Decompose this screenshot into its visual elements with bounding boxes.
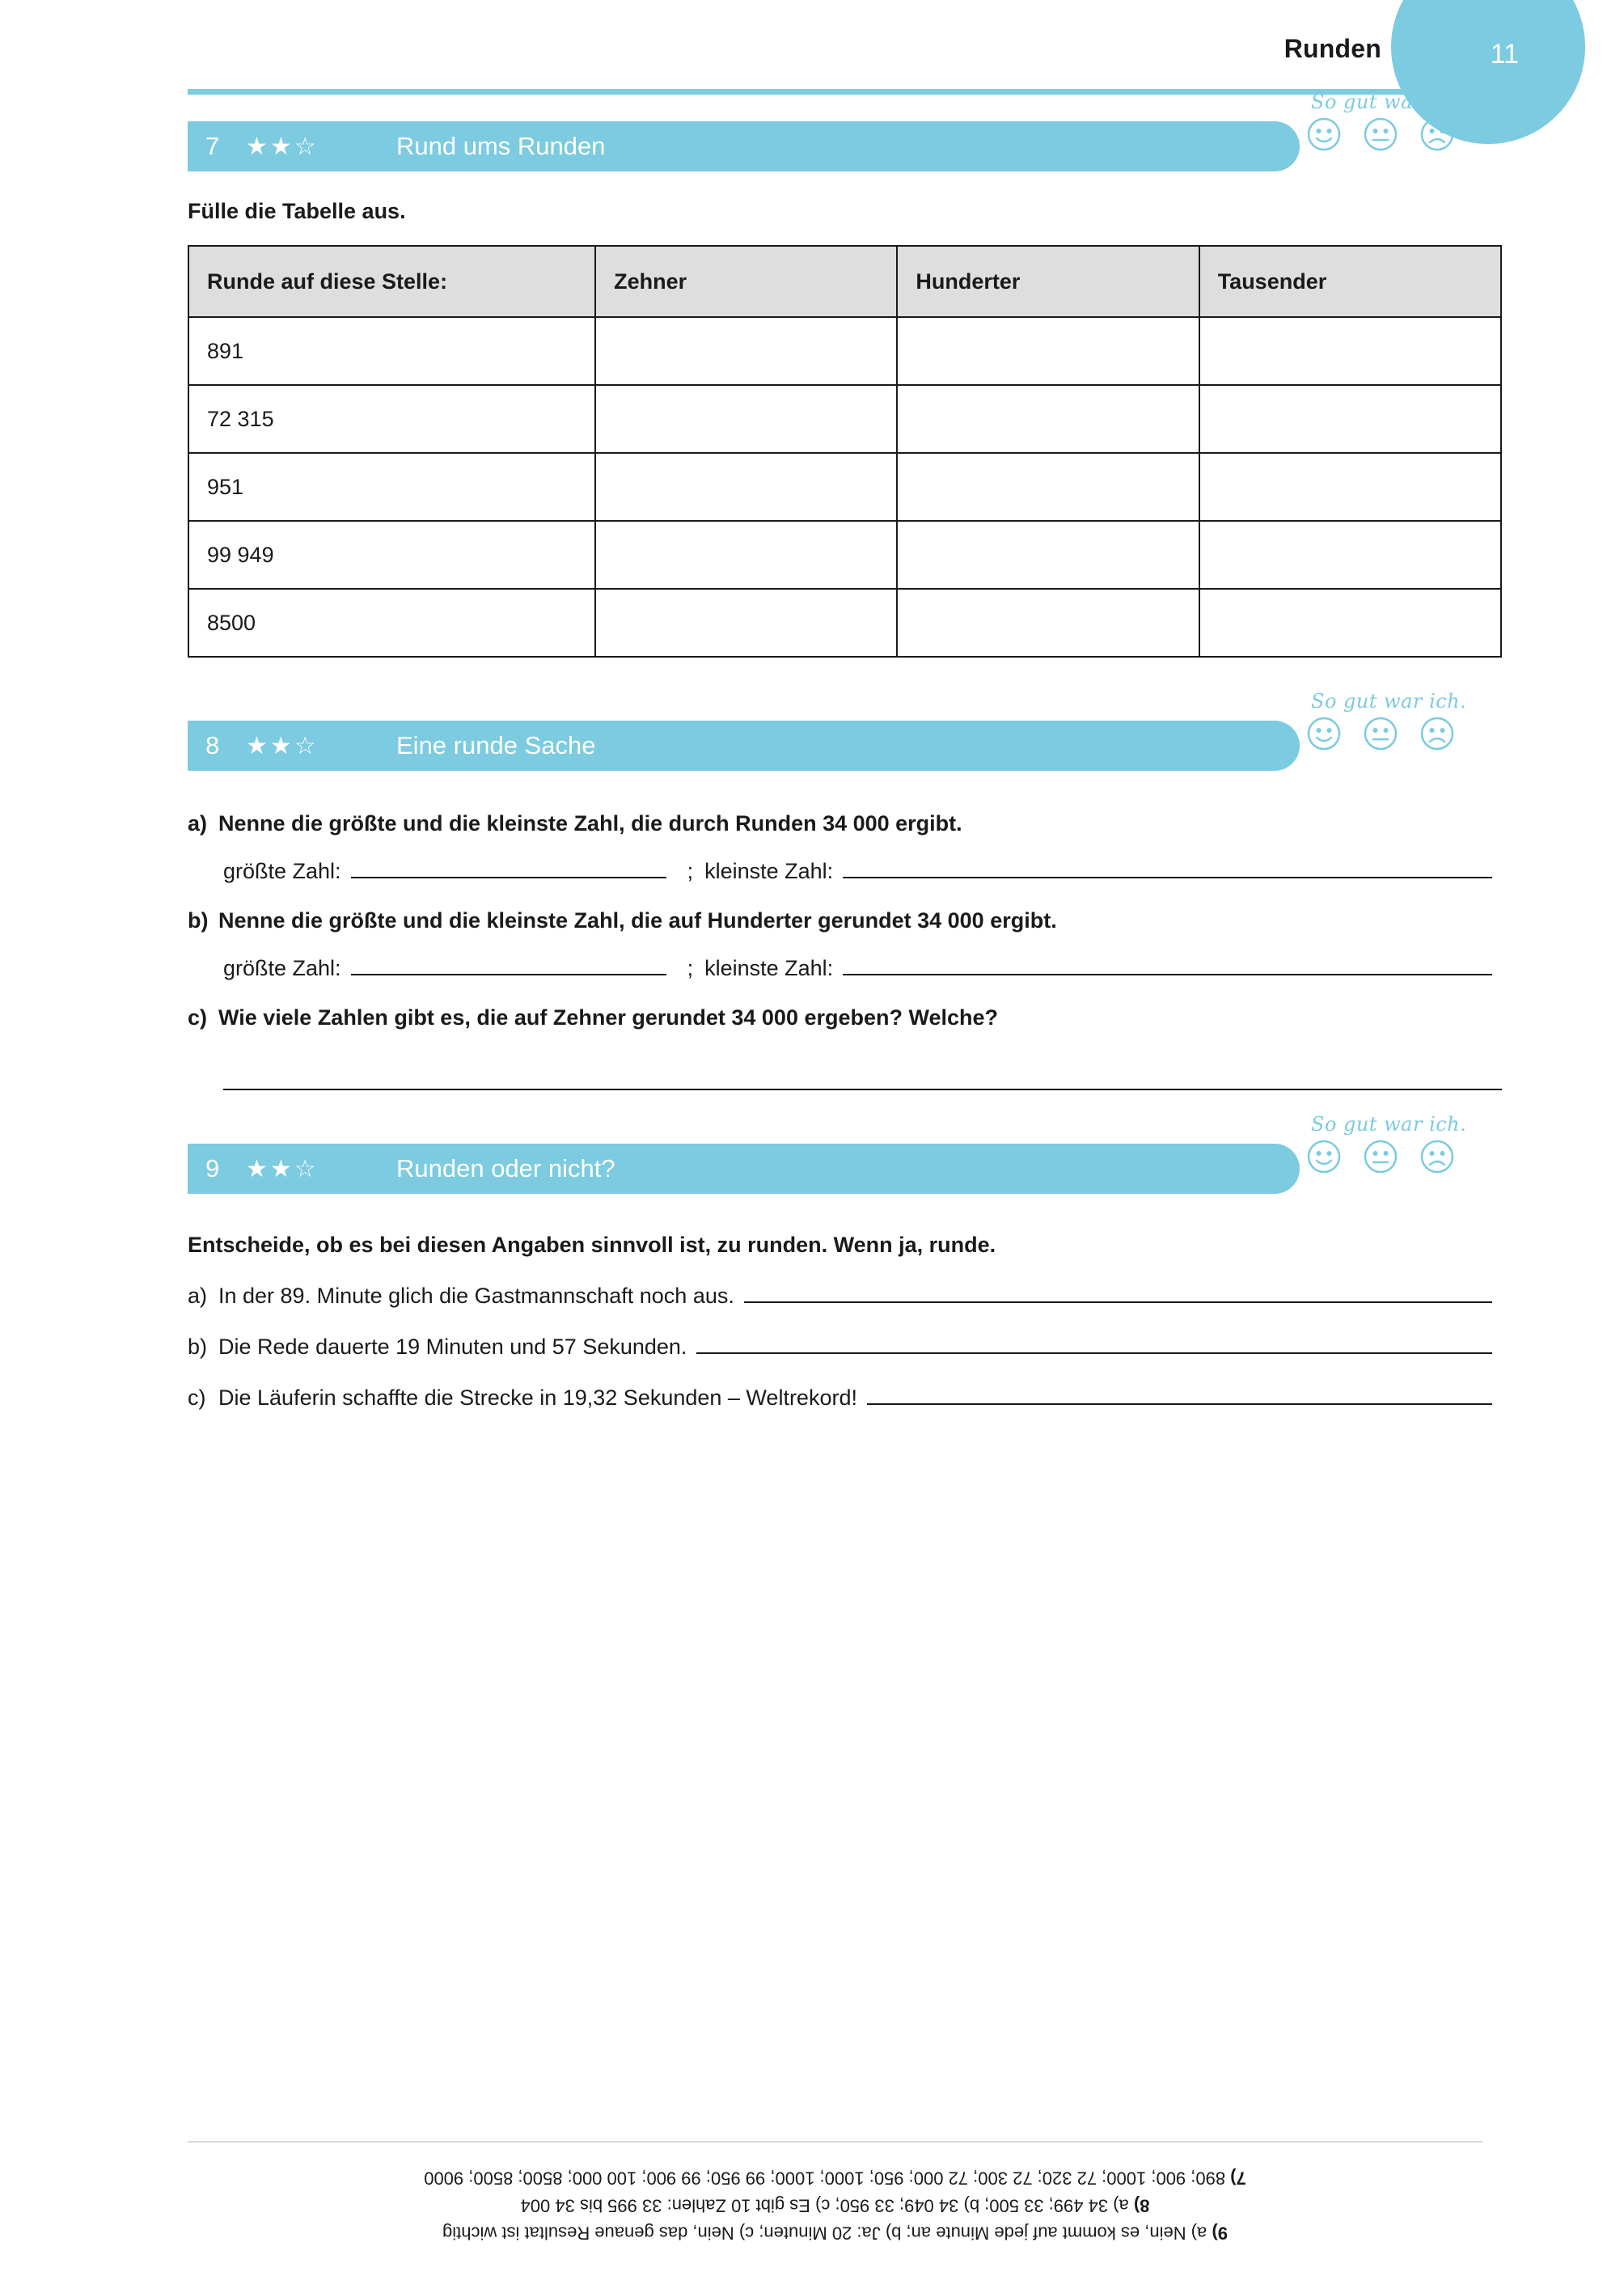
page-content — [188, 91, 1502, 1430]
neutral-face-icon[interactable] — [1363, 1139, 1398, 1178]
exercise-8-question-b — [188, 908, 1502, 933]
table-cell-answer-tausender[interactable] — [1199, 589, 1501, 657]
answer-key-8-text: a) 34 499; 33 500; b) 34 049; 33 950; c) Es gibt 10 Zahlen: 33 995 bis 34 004 — [520, 2194, 1129, 2215]
table-cell-answer-hunderter[interactable] — [897, 521, 1199, 589]
exercise-9-answer-input-c[interactable] — [867, 1381, 1492, 1405]
answer-separator-b: ; — [687, 956, 694, 980]
exercise-8 — [188, 690, 1502, 1090]
exercise-8-question-a — [188, 811, 1502, 836]
table-cell-answer-zehner[interactable] — [595, 317, 897, 385]
exercise-8-answer-row-b — [223, 951, 1502, 981]
table-header-hunderter: Hunderter — [897, 246, 1199, 317]
question-text-a: Nenne die größte und die kleinste Zahl, die durch Runden 34 000 ergibt. — [218, 811, 962, 836]
question-text-b: Nenne die größte und die kleinste Zahl, die auf Hunderter gerundet 34 000 ergibt. — [218, 908, 1057, 933]
rating-faces — [1300, 1139, 1502, 1178]
exercise-7-number: 7 — [205, 132, 220, 160]
table-cell-answer-zehner[interactable] — [595, 453, 897, 521]
answer-key-7-number: 7) — [1230, 2167, 1246, 2188]
exercise-9-title: Runden oder nicht? — [396, 1154, 615, 1182]
rating-label: So gut war ich. — [1311, 1113, 1467, 1136]
exercise-8-header — [188, 690, 1502, 771]
answer-key-line-8 — [188, 2191, 1482, 2219]
table-cell-answer-tausender[interactable] — [1199, 521, 1501, 589]
table-row — [188, 453, 1501, 521]
exercise-9-item-a — [188, 1279, 1502, 1309]
exercise-9-instruction: Entscheide, ob es bei diesen Angaben sinnvoll ist, zu runden. Wenn ja, runde. — [188, 1233, 996, 1257]
table-row — [188, 521, 1501, 589]
answer-key-7-text: 890; 900; 1000; 72 320; 72 300; 72 000; 950; 1000; 1000; 99 950; 99 900; 100 000; 8500; 8500; 9000 — [424, 2167, 1226, 2188]
exercise-8-title: Eine runde Sache — [396, 731, 596, 759]
table-cell-answer-hunderter[interactable] — [897, 453, 1199, 521]
table-cell-answer-tausender[interactable] — [1199, 453, 1501, 521]
answer-key-divider — [188, 2141, 1482, 2143]
answer-separator-a: ; — [687, 859, 694, 883]
question-label-b: b) — [188, 908, 209, 933]
answer-key-line-9 — [188, 2219, 1482, 2246]
rating-faces — [1300, 116, 1502, 156]
table-cell-number: 8500 — [188, 589, 595, 657]
table-cell-answer-hunderter[interactable] — [897, 385, 1199, 453]
neutral-face-icon[interactable] — [1363, 716, 1398, 755]
exercise-7-title: Rund ums Runden — [396, 132, 606, 160]
table-cell-answer-zehner[interactable] — [595, 589, 897, 657]
header-divider — [188, 89, 1482, 95]
question-text-c: Wie viele Zahlen gibt es, die auf Zehner gerundet 34 000 ergeben? Welche? — [218, 1005, 999, 1030]
question-label-c: c) — [188, 1386, 206, 1410]
question-text-c: Die Läuferin schaffte die Strecke in 19,32 Sekunden – Weltrekord! — [218, 1386, 857, 1410]
rounding-table — [188, 245, 1502, 658]
table-cell-answer-zehner[interactable] — [595, 521, 897, 589]
exercise-7-difficulty-stars: ★★☆ — [246, 133, 319, 160]
sad-face-icon[interactable] — [1419, 116, 1455, 156]
page-number: 11 — [1490, 39, 1519, 70]
table-cell-answer-tausender[interactable] — [1199, 317, 1501, 385]
answer-key-9-text: a) Nein, es kommt auf jede Minute an; b) Ja: 20 Minuten; c) Nein, das genaue Resultat ist wichtig — [442, 2223, 1207, 2243]
page-title: Runden — [1284, 34, 1381, 63]
answer-input-largest-a[interactable] — [351, 854, 666, 878]
question-label-a: a) — [188, 1284, 208, 1308]
page-header — [0, 0, 1624, 105]
exercise-7-header — [188, 91, 1502, 171]
neutral-face-icon[interactable] — [1363, 116, 1398, 156]
exercise-8-answer-input-c[interactable] — [223, 1063, 1502, 1090]
table-cell-number: 72 315 — [188, 385, 595, 453]
happy-face-icon[interactable] — [1306, 116, 1342, 156]
exercise-9-self-rating — [1300, 1113, 1502, 1178]
answer-label-smallest-a: kleinste Zahl: — [704, 859, 834, 883]
table-cell-number: 99 949 — [188, 521, 595, 589]
exercise-9-header — [188, 1113, 1502, 1194]
question-text-b: Die Rede dauerte 19 Minuten und 57 Sekunden. — [218, 1335, 687, 1359]
exercise-9-number: 9 — [205, 1154, 220, 1182]
exercise-8-band — [188, 721, 1300, 771]
table-row — [188, 589, 1501, 657]
rating-label: So gut war ich. — [1311, 690, 1467, 713]
question-label-c: c) — [188, 1005, 208, 1030]
sad-face-icon[interactable] — [1419, 716, 1455, 755]
table-cell-answer-hunderter[interactable] — [897, 589, 1199, 657]
answer-key-line-7 — [188, 2164, 1482, 2191]
exercise-8-question-c — [188, 1005, 1502, 1030]
answer-key-9-number: 9) — [1212, 2223, 1228, 2243]
table-cell-number: 891 — [188, 317, 595, 385]
sad-face-icon[interactable] — [1419, 1139, 1455, 1178]
exercise-9 — [188, 1113, 1502, 1411]
table-cell-answer-hunderter[interactable] — [897, 317, 1199, 385]
table-header-stelle: Runde auf diese Stelle: — [188, 246, 595, 317]
exercise-7-instruction: Fülle die Tabelle aus. — [188, 199, 406, 223]
exercise-8-answer-row-a — [223, 854, 1502, 884]
answer-key-text — [188, 2164, 1482, 2246]
exercise-7-self-rating — [1300, 91, 1502, 156]
exercise-8-number: 8 — [205, 731, 220, 759]
rating-faces — [1300, 716, 1502, 755]
exercise-8-difficulty-stars: ★★☆ — [246, 732, 319, 759]
table-cell-answer-tausender[interactable] — [1199, 385, 1501, 453]
exercise-9-answer-input-a[interactable] — [744, 1279, 1492, 1303]
table-row — [188, 385, 1501, 453]
exercise-9-item-b — [188, 1330, 1502, 1360]
answer-input-smallest-a[interactable] — [843, 854, 1492, 878]
exercise-9-band — [188, 1144, 1300, 1194]
table-header-zehner: Zehner — [595, 246, 897, 317]
table-row — [188, 317, 1501, 385]
answer-label-largest-b: größte Zahl: — [223, 956, 341, 980]
answer-input-smallest-b[interactable] — [843, 951, 1492, 975]
answer-label-largest-a: größte Zahl: — [223, 859, 341, 883]
rating-label: So gut war ich. — [1311, 91, 1467, 113]
table-header-row — [188, 246, 1501, 317]
exercise-7 — [188, 91, 1502, 658]
table-header-tausender: Tausender — [1199, 246, 1501, 317]
exercise-9-difficulty-stars: ★★☆ — [246, 1155, 319, 1182]
answer-key-8-number: 8) — [1133, 2194, 1150, 2215]
exercise-8-self-rating — [1300, 690, 1502, 755]
happy-face-icon[interactable] — [1306, 716, 1342, 755]
question-text-a: In der 89. Minute glich die Gastmannschaft noch aus. — [218, 1284, 734, 1308]
happy-face-icon[interactable] — [1306, 1139, 1342, 1178]
exercise-9-answer-input-b[interactable] — [696, 1330, 1492, 1354]
table-cell-number: 951 — [188, 453, 595, 521]
answer-label-smallest-b: kleinste Zahl: — [704, 956, 834, 980]
answer-key — [188, 2141, 1482, 2246]
exercise-7-band — [188, 121, 1300, 171]
question-label-b: b) — [188, 1335, 208, 1359]
question-label-a: a) — [188, 811, 208, 836]
table-cell-answer-zehner[interactable] — [595, 385, 897, 453]
answer-input-largest-b[interactable] — [351, 951, 666, 975]
exercise-9-item-c — [188, 1381, 1502, 1411]
